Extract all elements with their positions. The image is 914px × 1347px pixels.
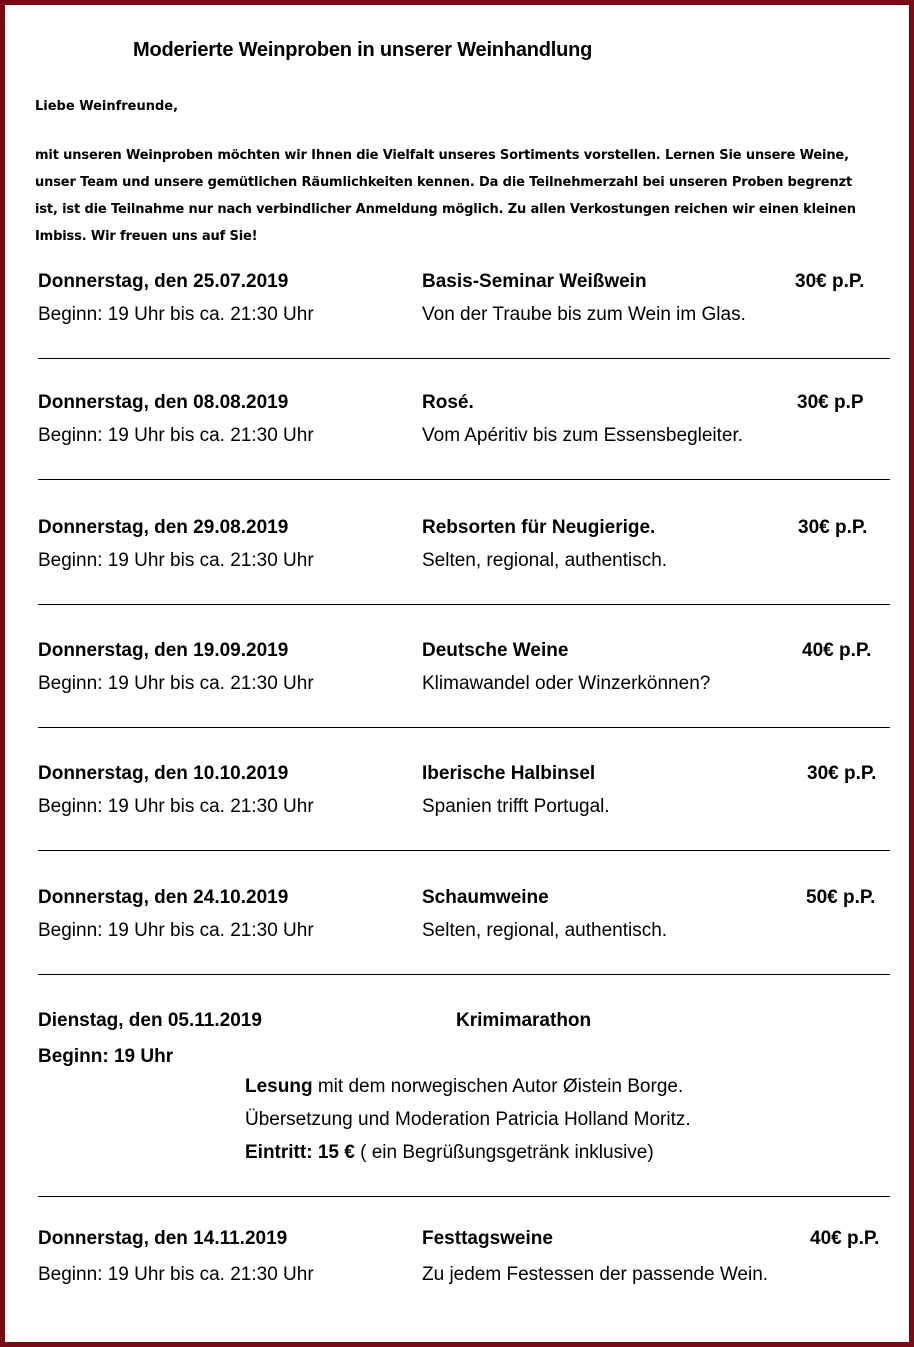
- event-time: Beginn: 19 Uhr bis ca. 21:30 Uhr: [38, 1264, 314, 1285]
- event-date: Donnerstag, den 25.07.2019: [38, 271, 289, 292]
- event-description: Von der Traube bis zum Wein im Glas.: [422, 304, 746, 325]
- event-time: Beginn: 19 Uhr bis ca. 21:30 Uhr: [38, 920, 314, 941]
- divider: [38, 974, 890, 975]
- reading-label: Lesung: [245, 1076, 313, 1097]
- event-row: [5, 887, 914, 957]
- divider: [38, 727, 890, 728]
- event-date: Donnerstag, den 14.11.2019: [38, 1228, 288, 1249]
- event-time: Beginn: 19 Uhr bis ca. 21:30 Uhr: [38, 425, 314, 446]
- divider: [38, 1196, 890, 1197]
- event-topic: Rebsorten für Neugierige.: [422, 517, 656, 538]
- event-row: [5, 640, 914, 710]
- greeting: Liebe Weinfreunde,: [35, 99, 179, 114]
- event-topic: Schaumweine: [422, 887, 549, 908]
- event-time: Beginn: 19 Uhr bis ca. 21:30 Uhr: [38, 796, 314, 817]
- event-description: Spanien trifft Portugal.: [422, 796, 610, 817]
- event-topic: Deutsche Weine: [422, 640, 569, 661]
- event-price: 40€ p.P.: [802, 640, 872, 661]
- reading-text: mit dem norwegischen Autor Øistein Borge.: [312, 1076, 684, 1097]
- event-description: Klimawandel oder Winzerkönnen?: [422, 673, 711, 694]
- event-time: Beginn: 19 Uhr bis ca. 21:30 Uhr: [38, 304, 314, 325]
- event-time: Beginn: 19 Uhr bis ca. 21:30 Uhr: [38, 550, 314, 571]
- special-event-date: Dienstag, den 05.11.2019: [38, 1010, 262, 1031]
- event-topic: Festtagsweine: [422, 1228, 553, 1249]
- admission-text: ( ein Begrüßungsgetränk inklusive): [354, 1142, 654, 1163]
- intro-text: mit unseren Weinproben möchten wir Ihnen die Vielfalt unseres Sortiments vorstellen. Lernen Sie unsere Weine, unser Team und unsere gemütlichen Räumlichkeiten kennen. Da die Teilnehmerzahl bei unseren Proben begrenzt ist, ist die Teilnahme nur nach verbindlicher Anmeldung möglich. Zu allen Verkostungen reichen wir einen kleinen Imbiss. Wir freuen uns auf Sie!: [35, 148, 856, 244]
- special-reading-line: [245, 1076, 683, 1098]
- event-price: 30€ p.P.: [798, 517, 868, 538]
- divider: [38, 604, 890, 605]
- event-date: Donnerstag, den 24.10.2019: [38, 887, 289, 908]
- divider: [38, 479, 890, 480]
- special-event-topic: Krimimarathon: [456, 1010, 592, 1031]
- event-time: Beginn: 19 Uhr bis ca. 21:30 Uhr: [38, 673, 314, 694]
- special-admission-line: [245, 1142, 654, 1164]
- admission-label: Eintritt: 15 €: [245, 1142, 355, 1163]
- event-topic: Rosé.: [422, 392, 474, 413]
- divider: [38, 850, 890, 851]
- event-topic: Iberische Halbinsel: [422, 763, 596, 784]
- event-date: Donnerstag, den 08.08.2019: [38, 392, 289, 413]
- event-description: Selten, regional, authentisch.: [422, 550, 668, 571]
- event-price: 30€ p.P.: [795, 271, 865, 292]
- event-row: [5, 763, 914, 833]
- page-title: Moderierte Weinproben in unserer Weinhandlung: [133, 39, 593, 61]
- special-translation-line: Übersetzung und Moderation Patricia Holland Moritz.: [245, 1109, 691, 1130]
- event-date: Donnerstag, den 19.09.2019: [38, 640, 289, 661]
- event-description: Zu jedem Festessen der passende Wein.: [422, 1264, 769, 1285]
- event-row: [5, 1228, 914, 1298]
- special-event-time: Beginn: 19 Uhr: [38, 1046, 174, 1067]
- event-price: 30€ p.P.: [807, 763, 877, 784]
- event-price: 30€ p.P: [797, 392, 864, 413]
- event-row: [5, 517, 914, 587]
- event-description: Vom Apéritiv bis zum Essensbegleiter.: [422, 425, 744, 446]
- event-row: [5, 271, 914, 341]
- event-date: Donnerstag, den 10.10.2019: [38, 763, 289, 784]
- event-topic: Basis-Seminar Weißwein: [422, 271, 647, 292]
- divider: [38, 358, 890, 359]
- event-date: Donnerstag, den 29.08.2019: [38, 517, 289, 538]
- event-description: Selten, regional, authentisch.: [422, 920, 668, 941]
- event-price: 40€ p.P.: [810, 1228, 880, 1249]
- event-price: 50€ p.P.: [806, 887, 876, 908]
- event-row: [5, 392, 914, 462]
